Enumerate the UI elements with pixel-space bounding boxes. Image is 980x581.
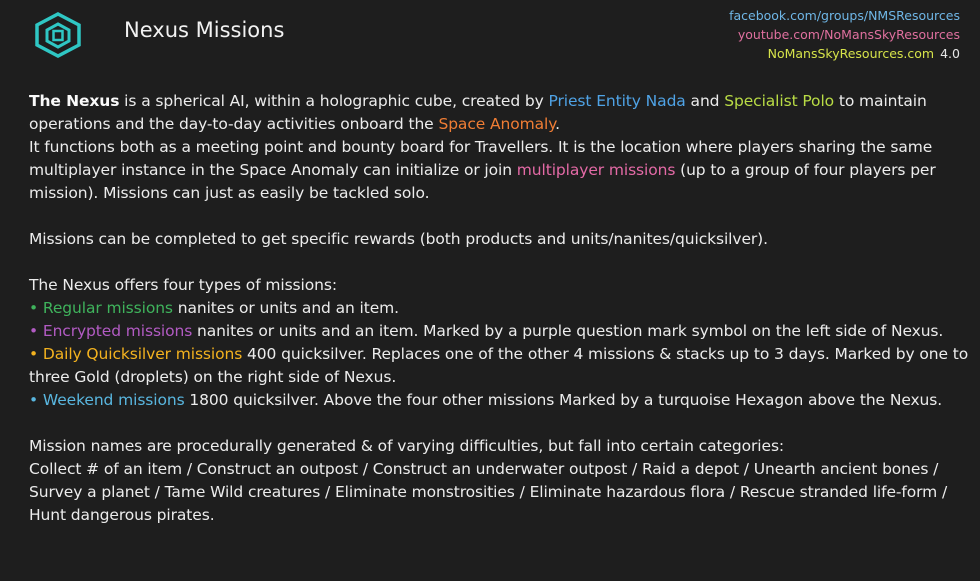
intro-text: to maintain operations and the day-to-day activities onboard the [29, 92, 927, 133]
list-item [29, 343, 969, 389]
mission-desc: 400 quicksilver. Replaces one of the other 4 missions & stacks up to 3 days. Marked by one to three Gold (droplets) on the right side of Nexus. [29, 345, 969, 386]
encrypted-missions-label: Encrypted missions [42, 322, 193, 340]
weekend-missions-label: Weekend missions [42, 391, 185, 409]
rewards-paragraph: Missions can be completed to get specific rewards (both products and units/nanites/quicksilver). [29, 230, 768, 248]
list-item [29, 297, 969, 320]
version-label: 4.0 [940, 46, 960, 61]
daily-quicksilver-label: Daily Quicksilver missions [42, 345, 243, 363]
list-item [29, 389, 969, 412]
priest-entity-link: Priest Entity Nada [548, 92, 686, 110]
facebook-link[interactable]: facebook.com/groups/NMSResources [729, 8, 960, 23]
bullet-icon: • [29, 299, 39, 317]
intro-paragraph [29, 90, 969, 136]
resource-links [729, 6, 960, 63]
types-heading: The Nexus offers four types of missions: [29, 276, 337, 294]
page-title: Nexus Missions [124, 18, 285, 42]
bullet-icon: • [29, 345, 39, 363]
function-text: (up to a group of four players per mission). Missions can just as easily be tackled solo. [29, 161, 936, 202]
intro-text: is a spherical AI, within a holographic cube, created by [119, 92, 549, 110]
mission-desc: nanites or units and an item. [172, 299, 400, 317]
list-item [29, 320, 969, 343]
specialist-polo-link: Specialist Polo [724, 92, 835, 110]
mission-desc: nanites or units and an item. Marked by a purple question mark symbol on the left side of Nexus. [192, 322, 944, 340]
hexagon-cube-icon [33, 12, 83, 58]
names-list: Collect # of an item / Construct an outpost / Construct an underwater outpost / Raid a depot / Unearth ancient bones / Survey a planet / Tame Wild creatures / Eliminate monstrosities / Eliminate hazardous flora / Rescue stranded life-form / Hunt dangerous pirates. [29, 460, 948, 524]
function-text: It functions both as a meeting point and bounty board for Travellers. It is the location where players sharing the same multiplayer instance in the Space Anomaly can initialize or join [29, 138, 933, 179]
multiplayer-missions-link: multiplayer missions [516, 161, 676, 179]
youtube-link[interactable]: youtube.com/NoMansSkyResources [737, 27, 960, 42]
mission-desc: 1800 quicksilver. Above the four other missions Marked by a turquoise Hexagon above the Nexus. [184, 391, 943, 409]
intro-text: . [555, 115, 560, 133]
space-anomaly-link: Space Anomaly [438, 115, 556, 133]
bullet-icon: • [29, 391, 39, 409]
names-heading: Mission names are procedurally generated & of varying difficulties, but fall into certain categories: [29, 437, 785, 455]
regular-missions-label: Regular missions [42, 299, 173, 317]
website-link[interactable]: NoMansSkyResources.com [767, 46, 935, 61]
function-paragraph [29, 136, 969, 205]
main-content [29, 90, 969, 527]
intro-text: and [685, 92, 725, 110]
nexus-term: The Nexus [29, 92, 120, 110]
bullet-icon: • [29, 322, 39, 340]
